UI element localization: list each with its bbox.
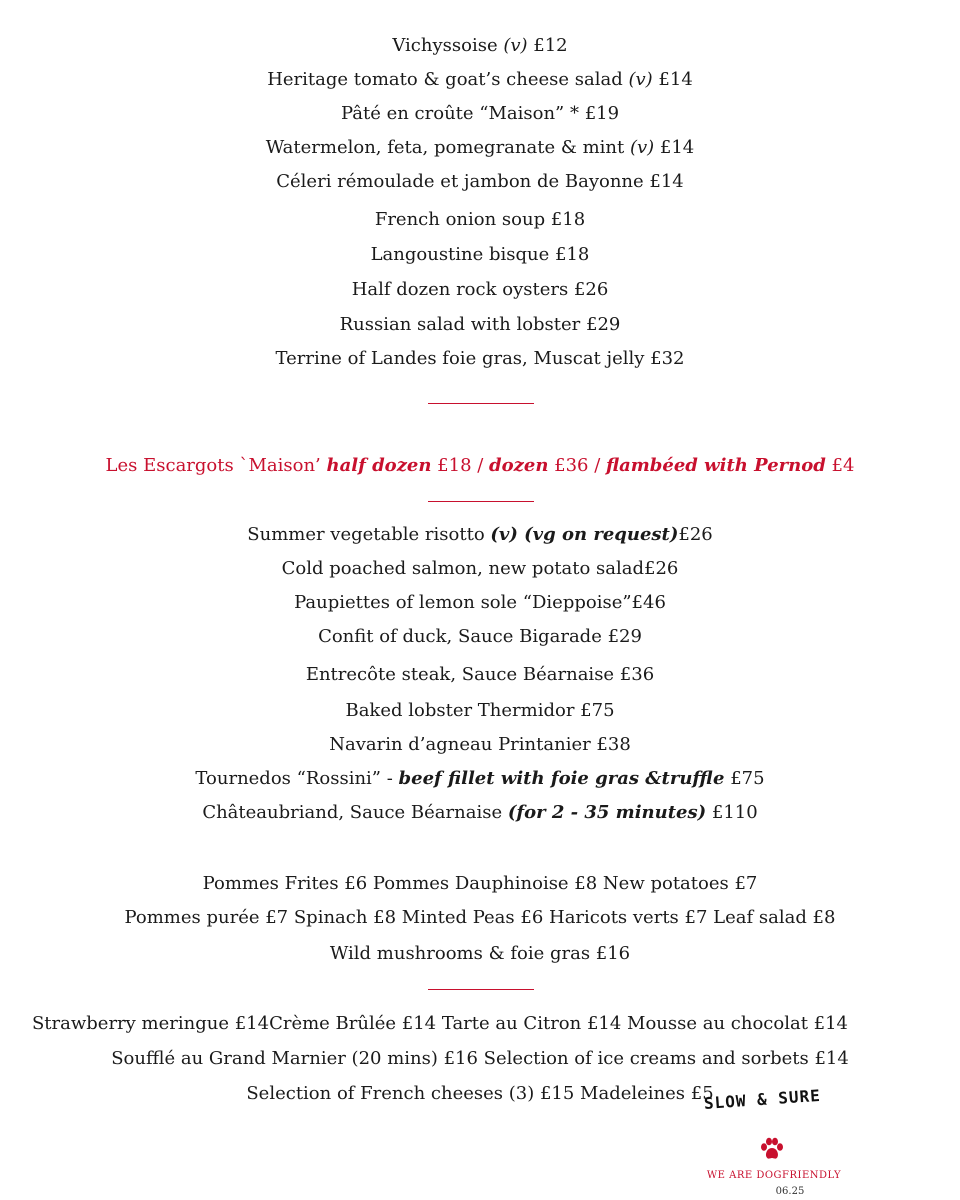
starter-item: Terrine of Landes foie gras, Muscat jelly £32	[275, 348, 685, 369]
starter-item: Pâté en croûte “Maison” * £19	[340, 103, 620, 124]
main-item: Navarin d’agneau Printanier £38	[329, 734, 631, 755]
sides-line: Wild mushrooms & foie gras £16	[329, 943, 631, 964]
section-divider	[428, 989, 534, 990]
starter-item: Watermelon, feta, pomegranate & mint (v) £14	[265, 137, 695, 158]
sides-line: Pommes purée £7 Spinach £8 Minted Peas £6 Haricots verts £7 Leaf salad £8	[124, 907, 836, 928]
escargots-line: Les Escargots `Maison’ half dozen £18 / dozen £36 / flambéed with Pernod £4	[105, 455, 855, 476]
desserts-line: Soufflé au Grand Marnier (20 mins) £16 Selection of ice creams and sorbets £14	[111, 1048, 849, 1069]
starter-item: Half dozen rock oysters £26	[351, 279, 609, 300]
starter-item: Céleri rémoulade et jambon de Bayonne £14	[276, 171, 684, 192]
main-item: Tournedos “Rossini” - beef fillet with foie gras &truffle £75	[195, 768, 765, 789]
starter-item: Russian salad with lobster £29	[339, 314, 621, 335]
sides-line: Pommes Frites £6 Pommes Dauphinoise £8 New potatoes £7	[202, 873, 758, 894]
main-item: Summer vegetable risotto (v) (vg on request)£26	[247, 524, 713, 545]
starter-item: Vichyssoise (v) £12	[392, 35, 568, 56]
starter-item: Langoustine bisque £18	[370, 244, 590, 265]
main-item: Entrecôte steak, Sauce Béarnaise £36	[305, 664, 655, 685]
slogan: SLOW & SURE	[703, 1085, 822, 1113]
desserts-line: Strawberry meringue £14Crème Brûlée £14 Tarte au Citron £14 Mousse au chocolat £14	[31, 1013, 849, 1034]
main-item: Baked lobster Thermidor £75	[345, 700, 615, 721]
desserts-line: Selection of French cheeses (3) £15 Madeleines £5	[246, 1083, 714, 1104]
main-item: Confit of duck, Sauce Bigarade £29	[318, 626, 642, 647]
main-item: Châteaubriand, Sauce Béarnaise (for 2 - 35 minutes) £110	[202, 802, 758, 823]
main-item: Paupiettes of lemon sole “Dieppoise”£46	[294, 592, 666, 613]
starter-item: French onion soup £18	[374, 209, 586, 230]
dogfriendly-label: WE ARE DOGFRIENDLY	[706, 1170, 842, 1181]
paw-icon	[759, 1136, 785, 1162]
section-divider	[428, 501, 534, 502]
starter-item: Heritage tomato & goat’s cheese salad (v) £14	[267, 69, 693, 90]
menu-date: 06.25	[775, 1186, 805, 1197]
section-divider	[428, 403, 534, 404]
main-item: Cold poached salmon, new potato salad£26	[281, 558, 679, 579]
